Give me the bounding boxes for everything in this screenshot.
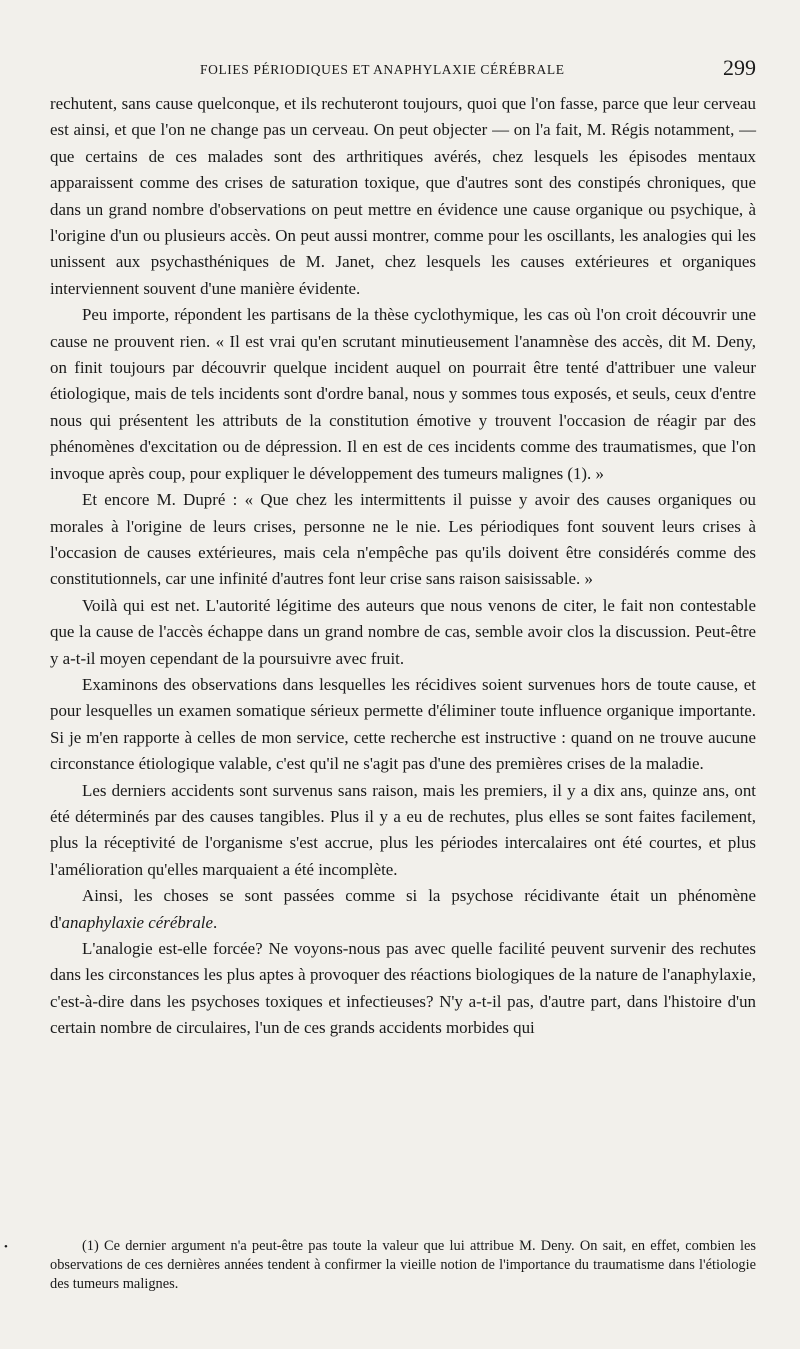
paragraph-1: rechutent, sans cause quelconque, et ils rechuteront toujours, quoi que l'on fasse, parce que leur cerveau est ainsi, et que l'on ne change pas un cerveau. On peut objecter — on l'a fait, M. Régis notamment, — que certains de ces malades sont des arthritiques avérés, chez lesquels les épisodes mentaux apparaissent comme des crises de saturation toxique, que d'autres sont des constipés chroniques, que dans un grand nombre d'observations on peut mettre en évidence une cause organique ou psychique, à l'origine d'un ou plusieurs accès. On peut aussi montrer, comme pour les oscillants, les analogies qui les unissent aux psychasthéniques de M. Janet, chez lesquels les causes extérieures et organiques interviennent souvent d'une manière évidente. (50, 94, 756, 298)
paragraph-7-italic: anaphylaxie cérébrale (61, 912, 213, 932)
page-header (50, 55, 756, 81)
margin-mark: • (4, 1241, 8, 1253)
paragraph-7-text: Ainsi, les choses se sont passées comme si la psychose récidivante était un phénomène d' (50, 886, 756, 932)
paragraph-4: Voilà qui est net. L'autorité légitime des auteurs que nous venons de citer, le fait non contestable que la cause de l'accès échappe dans un grand nombre de cas, semble avoir clos la discussion. Peut-être y a-t-il moyen cependant de la poursuivre avec fruit. (50, 595, 756, 668)
page-number: 299 (723, 55, 756, 80)
paragraph-7 (50, 883, 756, 936)
paragraph-3: Et encore M. Dupré : « Que chez les intermittents il puisse y avoir des causes organiques ou morales à l'origine de leurs crises, personne ne le nie. Les périodiques font souvent leurs crises à l'occasion de causes extérieures, mais cela n'empêche pas qu'ils doivent être considérés comme des constitutionnels, car une infinité d'autres font leur crise sans raison saisissable. » (50, 490, 756, 589)
footnotes (50, 1237, 756, 1294)
footnote-1: (1) Ce dernier argument n'a peut-être pas toute la valeur que lui attribue M. Deny. On sait, en effet, combien les observations de ces dernières années tendent à confirmer la vieille notion de l'importance du traumatisme dans l'étiologie des tumeurs malignes. (50, 1238, 756, 1292)
paragraph-2: Peu importe, répondent les partisans de la thèse cyclothymique, les cas où l'on croit découvrir une cause ne prouvent rien. « Il est vrai qu'en scrutant minutieusement l'anamnèse des accès, dit M. Deny, on finit toujours par découvrir quelque incident auquel on pourrait être tenté d'attribuer une valeur étiologique, mais de tels incidents sont d'ordre banal, nous y sommes tous exposés, et seuls, ceux d'entre nous qui présentent les attributs de la constitution émotive y trouvent l'occasion de réagir par des phénomènes d'excitation ou de dépression. Il en est de ces incidents comme des traumatismes, que l'on invoque après coup, pour expliquer le développement des tumeurs malignes (1). » (50, 305, 756, 483)
page (50, 55, 756, 1042)
paragraph-7-end: . (213, 912, 218, 932)
paragraph-6: Les derniers accidents sont survenus sans raison, mais les premiers, il y a dix ans, quinze ans, ont été déterminés par des causes tangibles. Plus il y a eu de rechutes, plus elles se sont faites facilement, plus la réceptivité de l'organisme s'est accrue, plus les périodes intercalaires ont été courtes, et plus l'amélioration qu'elles marquaient a été incomplète. (50, 780, 756, 879)
running-head: FOLIES PÉRIODIQUES ET ANAPHYLAXIE CÉRÉBRALE (200, 62, 565, 77)
paragraph-8: L'analogie est-elle forcée? Ne voyons-nous pas avec quelle facilité peuvent survenir des rechutes dans les circonstances les plus aptes à provoquer des réactions biologiques de la nature de l'anaphylaxie, c'est-à-dire dans les psychoses toxiques et infectieuses? N'y a-t-il pas, d'autre part, dans l'histoire d'un certain nombre de circulaires, l'un de ces grands accidents morbides qui (50, 939, 756, 1038)
paragraph-5: Examinons des observations dans lesquelles les récidives soient survenues hors de toute cause, et pour lesquelles un examen somatique sérieux permette d'éliminer toute influence organique importante. Si je m'en rapporte à celles de mon service, cette recherche est instructive : quand on ne trouve aucune circonstance étiologique valable, c'est qu'il ne s'agit pas d'une des premières crises de la maladie. (50, 674, 756, 774)
body-text (50, 91, 756, 1042)
